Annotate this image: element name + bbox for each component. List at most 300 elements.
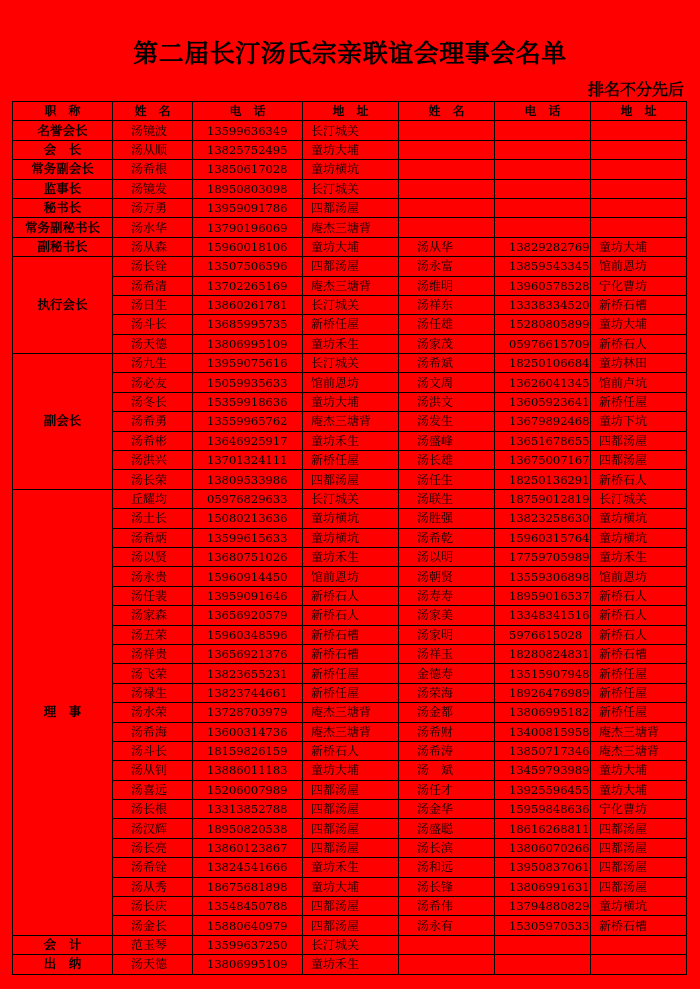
member-address: 庵杰三塘背 bbox=[303, 218, 399, 237]
member-address-2: 新桥任屋 bbox=[591, 683, 687, 702]
table-row bbox=[13, 606, 687, 625]
table-row bbox=[13, 916, 687, 935]
member-name: 汤日生 bbox=[113, 295, 193, 314]
member-address: 四都汤屋 bbox=[303, 780, 399, 799]
table-row bbox=[13, 722, 687, 741]
member-name-2: 汤以明 bbox=[399, 547, 495, 566]
member-address-2: 新桥任屋 bbox=[591, 664, 687, 683]
member-name: 汤希根 bbox=[113, 160, 193, 179]
member-address: 新桥任屋 bbox=[303, 315, 399, 334]
member-name: 汤希清 bbox=[113, 276, 193, 295]
member-address-2: 新桥石槽 bbox=[591, 916, 687, 935]
member-name: 汤以贤 bbox=[113, 547, 193, 566]
member-name: 汤天德 bbox=[113, 334, 193, 353]
member-phone-2: 18250136291 bbox=[495, 470, 591, 489]
member-name-2: 汤祥东 bbox=[399, 295, 495, 314]
member-phone: 13599637250 bbox=[193, 935, 303, 954]
header-phone-2: 电 话 bbox=[495, 102, 591, 121]
member-phone: 13850617028 bbox=[193, 160, 303, 179]
member-phone: 13600314736 bbox=[193, 722, 303, 741]
table-row bbox=[13, 683, 687, 702]
table-row bbox=[13, 528, 687, 547]
member-name: 汤希彬 bbox=[113, 431, 193, 450]
table-row bbox=[13, 470, 687, 489]
member-address-2 bbox=[591, 218, 687, 237]
member-name-2: 汤和远 bbox=[399, 858, 495, 877]
table-row bbox=[13, 509, 687, 528]
member-address-2: 馆前恩坊 bbox=[591, 567, 687, 586]
member-address-2 bbox=[591, 935, 687, 954]
member-name: 汤希铨 bbox=[113, 858, 193, 877]
member-address-2: 新桥任屋 bbox=[591, 392, 687, 411]
member-phone: 13599636349 bbox=[193, 121, 303, 140]
member-phone-2: 18250106684 bbox=[495, 354, 591, 373]
table-row bbox=[13, 664, 687, 683]
member-phone-2: 18926476989 bbox=[495, 683, 591, 702]
member-name: 汤禄生 bbox=[113, 683, 193, 702]
member-phone: 13886011183 bbox=[193, 761, 303, 780]
member-phone-2: 15280805899 bbox=[495, 315, 591, 334]
member-phone-2: 13829282769 bbox=[495, 237, 591, 256]
member-name-2: 汤永富 bbox=[399, 257, 495, 276]
member-address: 长汀城关 bbox=[303, 935, 399, 954]
member-address: 庵杰三塘背 bbox=[303, 276, 399, 295]
member-name-2: 汤金华 bbox=[399, 800, 495, 819]
member-name: 汤希炳 bbox=[113, 528, 193, 547]
member-name: 汤冬长 bbox=[113, 392, 193, 411]
table-row bbox=[13, 373, 687, 392]
member-address: 新桥石人 bbox=[303, 741, 399, 760]
member-phone: 13728703979 bbox=[193, 703, 303, 722]
member-name-2 bbox=[399, 179, 495, 198]
member-address: 四都汤屋 bbox=[303, 198, 399, 217]
member-name-2: 汤朝贤 bbox=[399, 567, 495, 586]
member-address: 长汀城关 bbox=[303, 489, 399, 508]
table-row bbox=[13, 644, 687, 663]
member-address: 童坊横坑 bbox=[303, 160, 399, 179]
member-name: 丘耀均 bbox=[113, 489, 193, 508]
table-row bbox=[13, 586, 687, 605]
table-row bbox=[13, 295, 687, 314]
table-row bbox=[13, 334, 687, 353]
table-body bbox=[13, 121, 687, 974]
header-phone: 电 话 bbox=[193, 102, 303, 121]
member-address-2: 四都汤屋 bbox=[591, 451, 687, 470]
role-cell: 会 计 bbox=[13, 935, 113, 954]
member-table bbox=[12, 101, 687, 975]
member-name-2: 汤希伟 bbox=[399, 897, 495, 916]
member-address: 长汀城关 bbox=[303, 179, 399, 198]
table-row bbox=[13, 354, 687, 373]
member-phone-2: 5976615028 bbox=[495, 625, 591, 644]
member-name: 汤任裴 bbox=[113, 586, 193, 605]
member-phone: 13860261781 bbox=[193, 295, 303, 314]
member-address-2: 童坊下坑 bbox=[591, 412, 687, 431]
member-phone: 18159826159 bbox=[193, 741, 303, 760]
table-row bbox=[13, 237, 687, 256]
table-row bbox=[13, 955, 687, 974]
member-address: 庵杰三塘背 bbox=[303, 412, 399, 431]
member-name-2: 汤家茂 bbox=[399, 334, 495, 353]
member-address: 新桥石槽 bbox=[303, 625, 399, 644]
table-row bbox=[13, 179, 687, 198]
table-row bbox=[13, 160, 687, 179]
member-name-2: 汤希涛 bbox=[399, 741, 495, 760]
member-address-2: 童坊横坑 bbox=[591, 897, 687, 916]
member-address-2: 庵杰三塘背 bbox=[591, 741, 687, 760]
table-row bbox=[13, 741, 687, 760]
member-name: 汤从钊 bbox=[113, 761, 193, 780]
member-phone-2: 13338334520 bbox=[495, 295, 591, 314]
member-phone: 13824541666 bbox=[193, 858, 303, 877]
member-name-2: 汤联生 bbox=[399, 489, 495, 508]
table-row bbox=[13, 838, 687, 857]
member-phone-2: 15959848636 bbox=[495, 800, 591, 819]
table-row bbox=[13, 780, 687, 799]
member-address-2: 宁化曹坊 bbox=[591, 800, 687, 819]
member-phone: 13680751026 bbox=[193, 547, 303, 566]
member-address-2: 童坊横坑 bbox=[591, 509, 687, 528]
member-name-2 bbox=[399, 160, 495, 179]
member-phone: 13548450788 bbox=[193, 897, 303, 916]
member-name: 汤从顺 bbox=[113, 140, 193, 159]
table-row bbox=[13, 858, 687, 877]
member-name: 汤从秀 bbox=[113, 877, 193, 896]
member-address-2: 新桥任屋 bbox=[591, 703, 687, 722]
member-phone: 13313852788 bbox=[193, 800, 303, 819]
member-address: 童坊大埔 bbox=[303, 237, 399, 256]
member-name-2 bbox=[399, 198, 495, 217]
member-phone-2: 13348341516 bbox=[495, 606, 591, 625]
member-name-2: 汤维明 bbox=[399, 276, 495, 295]
member-address-2 bbox=[591, 140, 687, 159]
member-phone: 15359918636 bbox=[193, 392, 303, 411]
table-row bbox=[13, 489, 687, 508]
member-address: 长汀城关 bbox=[303, 295, 399, 314]
member-address: 童坊大埔 bbox=[303, 761, 399, 780]
member-address-2: 童坊禾生 bbox=[591, 547, 687, 566]
member-address-2: 庵杰三塘背 bbox=[591, 722, 687, 741]
member-address: 四都汤屋 bbox=[303, 897, 399, 916]
member-address: 童坊大埔 bbox=[303, 140, 399, 159]
member-phone: 15206007989 bbox=[193, 780, 303, 799]
member-name: 汤长亮 bbox=[113, 838, 193, 857]
member-phone: 13809533986 bbox=[193, 470, 303, 489]
member-name-2: 汤胜强 bbox=[399, 509, 495, 528]
member-address-2 bbox=[591, 198, 687, 217]
member-phone-2: 13679892468 bbox=[495, 412, 591, 431]
member-phone: 13646925917 bbox=[193, 431, 303, 450]
member-phone-2: 15305970533 bbox=[495, 916, 591, 935]
member-phone: 13823744661 bbox=[193, 683, 303, 702]
member-name-2 bbox=[399, 121, 495, 140]
member-name: 汤喜远 bbox=[113, 780, 193, 799]
member-name-2: 汤任雄 bbox=[399, 315, 495, 334]
table-row bbox=[13, 218, 687, 237]
member-name-2: 汤永有 bbox=[399, 916, 495, 935]
member-phone-2: 13806995182 bbox=[495, 703, 591, 722]
member-phone: 15960018106 bbox=[193, 237, 303, 256]
member-phone-2: 17759705989 bbox=[495, 547, 591, 566]
table-row bbox=[13, 431, 687, 450]
role-cell: 执行会长 bbox=[13, 257, 113, 354]
member-phone-2: 13515907948 bbox=[495, 664, 591, 683]
member-phone: 13959091646 bbox=[193, 586, 303, 605]
member-phone: 13507506596 bbox=[193, 257, 303, 276]
member-name-2: 汤任生 bbox=[399, 470, 495, 489]
table-row bbox=[13, 935, 687, 954]
member-phone-2: 13960578528 bbox=[495, 276, 591, 295]
member-phone: 13656920579 bbox=[193, 606, 303, 625]
member-name-2 bbox=[399, 218, 495, 237]
member-name: 汤长荣 bbox=[113, 470, 193, 489]
member-address: 新桥石槽 bbox=[303, 644, 399, 663]
member-phone-2: 13559306898 bbox=[495, 567, 591, 586]
member-phone: 18950803098 bbox=[193, 179, 303, 198]
role-cell: 理 事 bbox=[13, 489, 113, 935]
member-address: 四都汤屋 bbox=[303, 819, 399, 838]
member-phone: 13702265169 bbox=[193, 276, 303, 295]
member-name-2: 汤荣海 bbox=[399, 683, 495, 702]
header-address: 地 址 bbox=[303, 102, 399, 121]
member-address: 长汀城关 bbox=[303, 354, 399, 373]
member-address: 童坊大埔 bbox=[303, 877, 399, 896]
member-name-2: 汤金都 bbox=[399, 703, 495, 722]
member-address: 童坊禾生 bbox=[303, 334, 399, 353]
member-address: 童坊大埔 bbox=[303, 392, 399, 411]
member-phone-2: 13806991631 bbox=[495, 877, 591, 896]
member-phone-2: 18280824831 bbox=[495, 644, 591, 663]
table-row bbox=[13, 276, 687, 295]
header-name-2: 姓 名 bbox=[399, 102, 495, 121]
member-name: 汤金长 bbox=[113, 916, 193, 935]
member-phone-2: 13605923641 bbox=[495, 392, 591, 411]
member-phone-2: 13950837061 bbox=[495, 858, 591, 877]
member-name: 汤镜波 bbox=[113, 121, 193, 140]
ranking-note: 排名不分先后 bbox=[587, 80, 684, 99]
member-name-2 bbox=[399, 955, 495, 974]
member-phone: 18950820538 bbox=[193, 819, 303, 838]
member-address-2: 新桥石人 bbox=[591, 586, 687, 605]
member-address-2 bbox=[591, 955, 687, 974]
member-phone-2 bbox=[495, 179, 591, 198]
member-address: 童坊横坑 bbox=[303, 528, 399, 547]
table-row bbox=[13, 877, 687, 896]
member-address-2: 童坊横坑 bbox=[591, 528, 687, 547]
member-phone-2: 13823258630 bbox=[495, 509, 591, 528]
page-title: 第二届长汀汤氏宗亲联谊会理事会名单 bbox=[133, 39, 567, 68]
member-address-2: 四都汤屋 bbox=[591, 819, 687, 838]
role-cell: 副会长 bbox=[13, 354, 113, 490]
member-phone-2: 13400815958 bbox=[495, 722, 591, 741]
member-address: 童坊禾生 bbox=[303, 547, 399, 566]
member-name-2: 汤寿寿 bbox=[399, 586, 495, 605]
table-row bbox=[13, 451, 687, 470]
member-address-2: 四都汤屋 bbox=[591, 838, 687, 857]
table-row bbox=[13, 761, 687, 780]
member-name-2: 汤家明 bbox=[399, 625, 495, 644]
member-address-2: 宁化曹坊 bbox=[591, 276, 687, 295]
member-name: 汤永贵 bbox=[113, 567, 193, 586]
member-name-2: 汤希乾 bbox=[399, 528, 495, 547]
member-address: 新桥石人 bbox=[303, 606, 399, 625]
member-phone-2 bbox=[495, 121, 591, 140]
member-phone-2: 13925596455 bbox=[495, 780, 591, 799]
member-phone-2: 13859543345 bbox=[495, 257, 591, 276]
member-name-2 bbox=[399, 935, 495, 954]
member-phone: 13959091786 bbox=[193, 198, 303, 217]
member-address-2: 新桥石人 bbox=[591, 606, 687, 625]
member-address: 馆前恩坊 bbox=[303, 373, 399, 392]
member-address: 新桥任屋 bbox=[303, 664, 399, 683]
member-phone-2: 13626041345 bbox=[495, 373, 591, 392]
member-address-2: 馆前卢坑 bbox=[591, 373, 687, 392]
member-address: 四都汤屋 bbox=[303, 470, 399, 489]
member-name: 汤汉辉 bbox=[113, 819, 193, 838]
member-name: 汤长根 bbox=[113, 800, 193, 819]
member-address: 童坊禾生 bbox=[303, 858, 399, 877]
member-name-2: 汤祥玉 bbox=[399, 644, 495, 663]
header-row bbox=[13, 102, 687, 121]
member-phone: 15960914450 bbox=[193, 567, 303, 586]
member-address-2: 四都汤屋 bbox=[591, 858, 687, 877]
member-phone-2: 18616268811 bbox=[495, 819, 591, 838]
member-name-2: 汤任才 bbox=[399, 780, 495, 799]
member-address-2: 新桥石人 bbox=[591, 334, 687, 353]
member-address: 四都汤屋 bbox=[303, 838, 399, 857]
member-phone-2: 18959016537 bbox=[495, 586, 591, 605]
member-phone: 15059935633 bbox=[193, 373, 303, 392]
member-name-2: 汤长滨 bbox=[399, 838, 495, 857]
member-name: 汤五荣 bbox=[113, 625, 193, 644]
member-address-2: 童坊大埔 bbox=[591, 315, 687, 334]
member-address-2: 新桥石槽 bbox=[591, 295, 687, 314]
role-cell: 会 长 bbox=[13, 140, 113, 159]
role-cell: 常务副会长 bbox=[13, 160, 113, 179]
member-address: 长汀城关 bbox=[303, 121, 399, 140]
member-address-2: 四都汤屋 bbox=[591, 431, 687, 450]
role-cell: 监事长 bbox=[13, 179, 113, 198]
member-address-2: 新桥石人 bbox=[591, 625, 687, 644]
member-name: 汤飞荣 bbox=[113, 664, 193, 683]
table-row bbox=[13, 819, 687, 838]
role-cell: 常务副秘书长 bbox=[13, 218, 113, 237]
member-name-2: 汤希斌 bbox=[399, 354, 495, 373]
member-address: 新桥石人 bbox=[303, 586, 399, 605]
member-name-2: 汤发生 bbox=[399, 412, 495, 431]
member-phone: 13559965762 bbox=[193, 412, 303, 431]
header-address-2: 地 址 bbox=[591, 102, 687, 121]
member-phone: 15880640979 bbox=[193, 916, 303, 935]
member-address: 庵杰三塘背 bbox=[303, 703, 399, 722]
member-phone-2: 13459793989 bbox=[495, 761, 591, 780]
table-row bbox=[13, 392, 687, 411]
member-address-2: 长汀城关 bbox=[591, 489, 687, 508]
member-name-2: 汤长锋 bbox=[399, 877, 495, 896]
member-name: 汤镜发 bbox=[113, 179, 193, 198]
member-phone: 13823655231 bbox=[193, 664, 303, 683]
member-phone-2 bbox=[495, 198, 591, 217]
member-address: 童坊横坑 bbox=[303, 509, 399, 528]
member-address-2: 四都汤屋 bbox=[591, 877, 687, 896]
member-name-2: 汤长雄 bbox=[399, 451, 495, 470]
member-address-2: 新桥石人 bbox=[591, 470, 687, 489]
member-phone-2: 05976615709 bbox=[495, 334, 591, 353]
header-name: 姓 名 bbox=[113, 102, 193, 121]
member-name: 汤天德 bbox=[113, 955, 193, 974]
member-address-2 bbox=[591, 179, 687, 198]
member-name: 汤九生 bbox=[113, 354, 193, 373]
member-name: 汤希海 bbox=[113, 722, 193, 741]
member-phone: 05976829633 bbox=[193, 489, 303, 508]
member-phone: 13685995735 bbox=[193, 315, 303, 334]
member-name-2: 汤洪文 bbox=[399, 392, 495, 411]
member-phone: 13790196069 bbox=[193, 218, 303, 237]
member-address: 四都汤屋 bbox=[303, 916, 399, 935]
member-phone-2 bbox=[495, 160, 591, 179]
member-address: 庵杰三塘背 bbox=[303, 722, 399, 741]
member-phone: 13959075616 bbox=[193, 354, 303, 373]
member-name: 汤洪兴 bbox=[113, 451, 193, 470]
role-cell: 名誉会长 bbox=[13, 121, 113, 140]
member-address: 童坊禾生 bbox=[303, 431, 399, 450]
table-row bbox=[13, 800, 687, 819]
member-phone-2 bbox=[495, 935, 591, 954]
role-cell: 秘书长 bbox=[13, 198, 113, 217]
member-phone: 13701324111 bbox=[193, 451, 303, 470]
member-phone-2: 18759012819 bbox=[495, 489, 591, 508]
member-name: 汤祥贵 bbox=[113, 644, 193, 663]
member-phone-2 bbox=[495, 140, 591, 159]
member-address-2: 童坊林田 bbox=[591, 354, 687, 373]
member-phone: 13656921376 bbox=[193, 644, 303, 663]
member-name: 汤斗长 bbox=[113, 741, 193, 760]
member-name: 汤水荣 bbox=[113, 703, 193, 722]
member-name: 汤斗长 bbox=[113, 315, 193, 334]
member-address-2: 童坊大埔 bbox=[591, 780, 687, 799]
member-address: 四都汤屋 bbox=[303, 257, 399, 276]
member-address-2: 馆前恩坊 bbox=[591, 257, 687, 276]
member-phone: 18675681898 bbox=[193, 877, 303, 896]
member-phone-2: 15960315764 bbox=[495, 528, 591, 547]
member-name-2: 汤从华 bbox=[399, 237, 495, 256]
table-row bbox=[13, 257, 687, 276]
member-phone-2 bbox=[495, 218, 591, 237]
member-phone: 13806995109 bbox=[193, 334, 303, 353]
member-name-2: 汤盛峰 bbox=[399, 431, 495, 450]
member-name-2 bbox=[399, 140, 495, 159]
table-row bbox=[13, 703, 687, 722]
table-row bbox=[13, 567, 687, 586]
table-row bbox=[13, 547, 687, 566]
member-name-2: 汤家美 bbox=[399, 606, 495, 625]
member-phone: 13806995109 bbox=[193, 955, 303, 974]
table-row bbox=[13, 897, 687, 916]
member-phone-2: 13794880829 bbox=[495, 897, 591, 916]
member-phone: 13825752495 bbox=[193, 140, 303, 159]
table-row bbox=[13, 198, 687, 217]
member-name-2: 汤 斌 bbox=[399, 761, 495, 780]
member-name: 汤希勇 bbox=[113, 412, 193, 431]
member-name: 汤万勇 bbox=[113, 198, 193, 217]
member-phone: 15080213636 bbox=[193, 509, 303, 528]
member-name: 汤水华 bbox=[113, 218, 193, 237]
member-address-2: 童坊大埔 bbox=[591, 761, 687, 780]
member-address-2: 童坊大埔 bbox=[591, 237, 687, 256]
member-name: 汤家森 bbox=[113, 606, 193, 625]
member-phone-2: 13850717346 bbox=[495, 741, 591, 760]
member-phone-2 bbox=[495, 955, 591, 974]
